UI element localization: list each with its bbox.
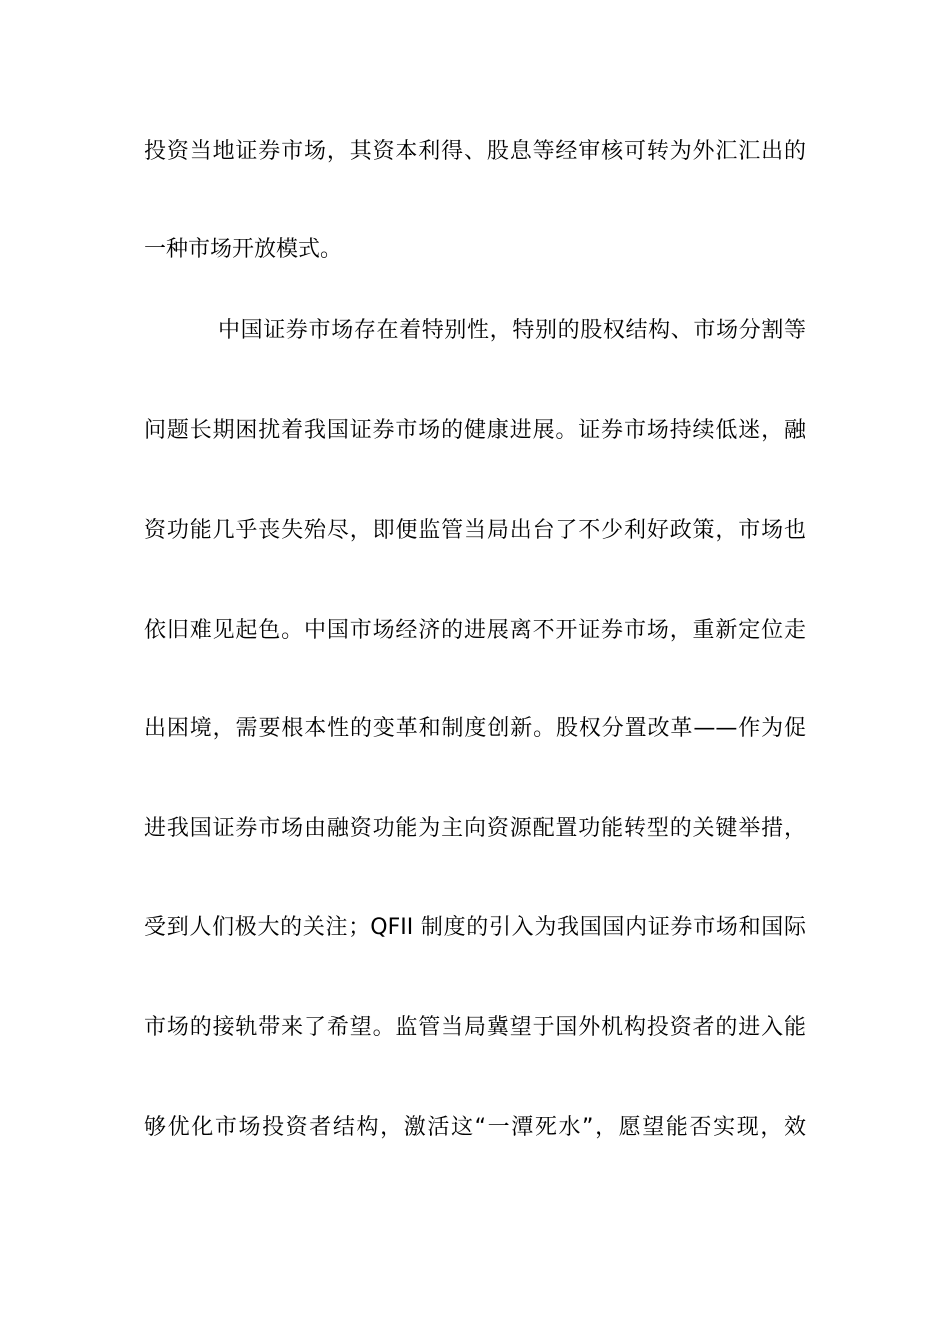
text-line-1: 投资当地证券市场，其资本利得、股息等经审核可转为外汇汇出的	[144, 139, 806, 164]
text-line-2: 一种市场开放模式。	[144, 237, 343, 262]
text-line-5: 资功能几乎丧失殆尽，即便监管当局出台了不少利好政策，市场也	[144, 518, 806, 543]
text-line-11: 够优化市场投资者结构，激活这“一潭死水”，愿望能否实现，效	[144, 1115, 806, 1140]
text-line-6: 依旧难见起色。中国市场经济的进展离不开证券市场，重新定位走	[144, 618, 806, 643]
text-line-9: 受到人们极大的关注；QFII 制度的引入为我国国内证券市场和国际	[144, 915, 806, 940]
text-line-10: 市场的接轨带来了希望。监管当局冀望于国外机构投资者的进入能	[144, 1015, 806, 1040]
text-line-7: 出困境，需要根本性的变革和制度创新。股权分置改革——作为促	[144, 716, 806, 741]
text-line-4: 问题长期困扰着我国证券市场的健康进展。证券市场持续低迷，融	[144, 418, 806, 443]
text-line-8: 进我国证券市场由融资功能为主向资源配置功能转型的关键举措，	[144, 816, 806, 841]
text-line-3: 中国证券市场存在着特别性，特别的股权结构、市场分割等	[218, 318, 806, 343]
